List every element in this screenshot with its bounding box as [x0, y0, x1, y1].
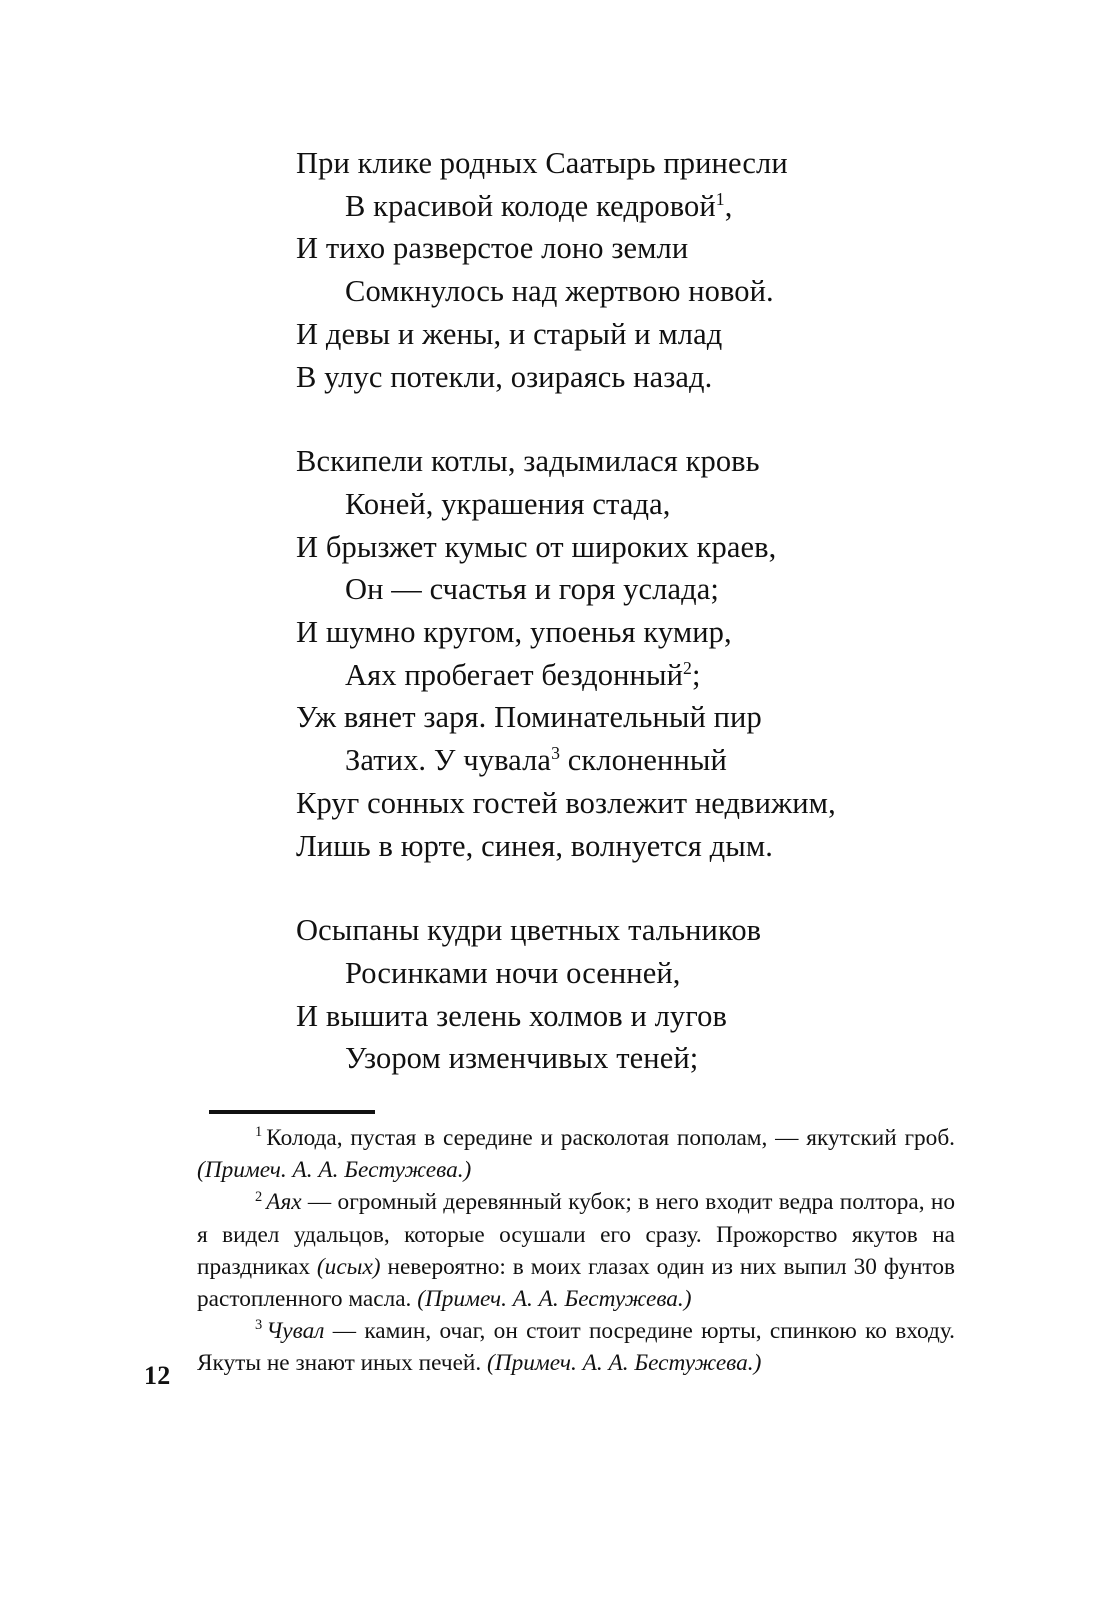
footnote-reference[interactable]: 2: [683, 657, 692, 678]
poem-line: В улус потекли, озираясь назад.: [296, 359, 713, 394]
poem-stanza: [296, 142, 996, 398]
poem-line: При клике родных Саатырь принесли: [296, 146, 788, 180]
footnote-reference[interactable]: 3: [551, 742, 561, 763]
poem-stanza: [296, 909, 996, 1080]
poem-line: И вышита зелень холмов и лугов: [296, 998, 727, 1033]
poem-line: Росинками ночи осенней,: [345, 955, 681, 990]
poem-line: Коней, украшения стада,: [345, 486, 671, 521]
footnote-italic-text: (Примеч. А. А. Бестужева.): [487, 1350, 762, 1377]
footnote-item: $^1$ Колода, пустая в середине и расколотая пополам, — якутский гроб. (Примеч. А. А. Бестужева.): [197, 1124, 955, 1184]
footnote-italic-text: (Примеч. А. А. Бестужева.): [197, 1157, 472, 1184]
footnote-italic-text: (Примеч. А. А. Бестужева.): [417, 1286, 692, 1313]
footnote-item: $^2$ Аях — огромный деревянный кубок; в него входит ведра полтора, но я видел удальцов, которые осушали его сразу. Прожорство якутов на праздниках (исых) невероятно: в моих глазах один из них выпил 30 фунтов растопленного масла. (Примеч. А. А. Бестужева.): [197, 1188, 955, 1313]
poem-line: Аях пробегает бездонный$^2$;: [345, 657, 701, 692]
poem-line: Вскипели котлы, задымилася кровь: [296, 444, 760, 479]
footnote-italic-text: Аях: [266, 1189, 302, 1216]
footnote-italic-text: (исых): [316, 1253, 381, 1280]
poem-line: И девы и жены, и старый и млад: [296, 316, 723, 351]
poem-line: Узором изменчивых теней;: [345, 1041, 699, 1076]
page-number: 12: [144, 1361, 171, 1390]
poem-body: [296, 142, 996, 1080]
poem-line: Круг сонных гостей возлежит недвижим,: [296, 785, 836, 820]
footnote-marker: 3: [255, 1317, 263, 1334]
poem-stanza: [296, 440, 996, 867]
footnote-block: [197, 1122, 955, 1380]
footnote-marker: 1: [255, 1124, 263, 1141]
poem-line: И тихо разверстое лоно земли: [296, 231, 689, 266]
footnote-separator-rule: [209, 1110, 375, 1114]
poem-line: Он — счастья и горя услада;: [345, 572, 719, 607]
poem-line: И шумно кругом, упоенья кумир,: [296, 615, 732, 650]
poem-line: Уж вянет заря. Поминательный пир: [296, 700, 762, 735]
poem-line: Затих. У чувала$^3$ склоненный: [345, 742, 727, 778]
footnote-italic-text: Чувал: [266, 1318, 325, 1345]
poem-line: Сомкнулось над жертвою новой.: [345, 274, 774, 309]
poem-line: И брызжет кумыс от широких краев,: [296, 529, 777, 564]
poem-line: Лишь в юрте, синея, волнуется дым.: [296, 828, 773, 863]
poem-line: В красивой колоде кедровой$^1$,: [345, 188, 733, 223]
poem-line: Осыпаны кудри цветных тальников: [296, 913, 762, 948]
footnote-marker: 2: [255, 1188, 263, 1205]
footnote-reference[interactable]: 1: [715, 188, 725, 209]
footnote-item: $^3$ Чувал — камин, очаг, он стоит посредине юрты, спинкою ко входу. Якуты не знают иных печей. (Примеч. А. А. Бестужева.): [197, 1317, 955, 1377]
